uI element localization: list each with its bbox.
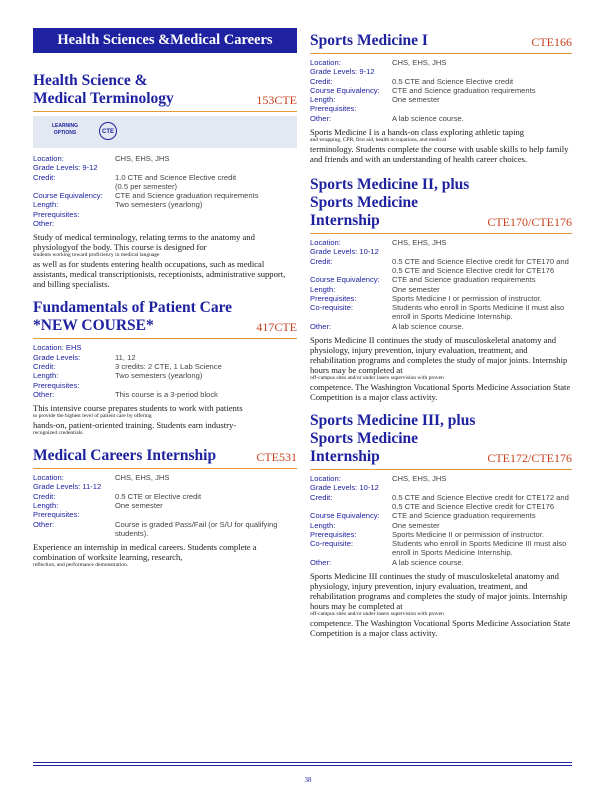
info-key: Length:: [33, 200, 59, 210]
info-row: [33, 219, 297, 228]
footer-rule: [33, 762, 572, 763]
info-key: Prerequisites:: [310, 104, 357, 114]
info-key: Co-requisite:: [310, 539, 354, 549]
info-key: Other:: [33, 519, 55, 529]
info-key: [310, 548, 392, 557]
description-small-text: recognized credentials.: [33, 430, 84, 437]
info-value: 11, 12: [115, 352, 136, 362]
description-small-text: to provide the highest level of patient care by offering: [33, 413, 152, 420]
info-value: One semester: [115, 501, 163, 511]
course-sports-medicine-1: [310, 32, 572, 164]
info-key: [310, 502, 392, 511]
info-key: Other:: [310, 321, 332, 331]
info-row: [310, 521, 572, 530]
info-row: [310, 294, 572, 303]
description-text: competence. The Washington Vocational Sports Medicine Association State Competition is a major class activity.: [310, 382, 571, 403]
info-value: enroll in Sports Medicine Internship.: [392, 548, 513, 558]
description-small-text: students working toward proficiency in medical language: [33, 252, 160, 259]
info-row: [33, 390, 297, 399]
description-text: Study of medical terminology, relating terms to the anatomy and physiologyof the body. This course is designed for: [33, 232, 255, 253]
info-key: Location: EHS: [33, 343, 82, 353]
info-row: [33, 200, 297, 209]
info-value: Two semesters (yearlong): [115, 200, 203, 210]
info-row: [310, 558, 572, 567]
info-key: Credit:: [33, 361, 56, 371]
info-key: Prerequisites:: [310, 293, 357, 303]
info-row: [310, 77, 572, 86]
info-row: [310, 474, 572, 483]
info-key: [33, 529, 115, 538]
info-key: Grade Levels: 9-12: [33, 163, 98, 173]
info-value: enroll in Sports Medicine Internship.: [392, 312, 513, 322]
info-key: Co-requisite:: [310, 303, 354, 313]
info-row: [310, 275, 572, 284]
info-key: Other:: [310, 113, 332, 123]
course-info: [33, 473, 297, 538]
info-row: [33, 510, 297, 519]
info-row: [310, 95, 572, 104]
info-row: [33, 473, 297, 482]
description-small-text: and wrapping, CPR, first aid, health occupations, and medical: [310, 137, 447, 144]
info-key: Length:: [310, 95, 336, 105]
info-value: CHS, EHS, JHS: [392, 474, 447, 484]
title-divider: [310, 469, 572, 470]
title-divider: [310, 233, 572, 234]
info-key: Course Equivalency:: [33, 191, 103, 201]
info-key: Prerequisites:: [33, 510, 80, 520]
info-value: 0.5 CTE and Science Elective credit for CTE170 and: [392, 256, 569, 266]
info-key: Length:: [33, 371, 59, 381]
info-value: Sports Medicine I or permission of instructor.: [392, 293, 542, 303]
course-info: [310, 474, 572, 567]
info-key: Location:: [310, 238, 341, 248]
info-key: Prerequisites:: [33, 380, 80, 390]
cte-logo-icon: CTE: [99, 122, 117, 140]
info-key: Grade Levels: 10-12: [310, 247, 379, 257]
course-title-line1: Sports Medicine III, plus: [310, 412, 476, 430]
info-row: [310, 502, 572, 511]
course-fundamentals-patient-care: [33, 299, 297, 437]
course-info: [33, 154, 297, 228]
info-row: [33, 371, 297, 380]
left-column: [33, 28, 297, 569]
info-row: [310, 322, 572, 331]
info-value: Course is graded Pass/Fail (or S/U for qualifying: [115, 519, 278, 529]
info-row: [310, 312, 572, 321]
course-description: [310, 335, 572, 402]
course-title-line1: Sports Medicine II, plus: [310, 176, 470, 194]
info-value: Two semesters (yearlong): [115, 371, 203, 381]
info-key: Credit:: [310, 76, 333, 86]
title-divider: [33, 111, 297, 112]
info-value: 1.0 CTE and Science Elective credit: [115, 172, 237, 182]
info-value: 0.5 CTE and Science Elective credit for CTE176: [392, 501, 555, 511]
description-text: Sports Medicine III continues the study of musculoskeletal anatomy and physiology, injury prevention, injury evaluation, treatment, and rehabilitation programs and completes the study of major joints. Internship hours may be completed at: [310, 571, 568, 612]
info-value: 0.5 CTE and Science Elective credit: [392, 76, 514, 86]
info-value: 3 credits: 2 CTE, 1 Lab Science: [115, 361, 222, 371]
course-title-line1: Health Science &: [33, 72, 148, 89]
learning-options-box: [33, 116, 297, 148]
footer-rule: [33, 765, 572, 766]
info-key: [310, 266, 392, 275]
info-value: CTE and Science graduation requirements: [392, 85, 536, 95]
info-key: Prerequisites:: [310, 529, 357, 539]
info-row: [310, 548, 572, 557]
info-value: One semester: [392, 284, 440, 294]
info-value: Sports Medicine II or permission of instructor.: [392, 529, 544, 539]
course-title-line1: Sports Medicine I: [310, 32, 428, 49]
info-value: 0.5 CTE and Science Elective credit for CTE176: [392, 265, 555, 275]
info-row: [33, 173, 297, 182]
description-text: Sports Medicine I is a hands-on class exploring athletic taping: [310, 127, 525, 138]
info-row: [310, 539, 572, 548]
info-key: Location:: [310, 474, 341, 484]
description-small-text: reflection, and performance demonstration.: [33, 562, 129, 569]
right-column: [310, 28, 572, 638]
info-row: [310, 266, 572, 275]
course-description: [310, 127, 572, 164]
info-value: CHS, EHS, JHS: [392, 238, 447, 248]
info-key: Grade Levels: 9-12: [310, 67, 375, 77]
info-key: Length:: [310, 520, 336, 530]
course-code: 417CTE: [256, 320, 297, 335]
page-number: 38: [304, 776, 312, 784]
info-key: Course Equivalency:: [310, 275, 380, 285]
info-row: [310, 493, 572, 502]
info-row: [310, 238, 572, 247]
info-key: Other:: [33, 219, 55, 229]
info-row: [310, 247, 572, 256]
info-value: A lab science course.: [392, 557, 464, 567]
course-health-science-medical-terminology: [33, 72, 297, 289]
course-title-line2: Sports Medicine Internship: [310, 194, 419, 230]
info-value: CTE and Science graduation requirements: [392, 511, 536, 521]
info-row: [310, 58, 572, 67]
course-medical-careers-internship: [33, 447, 297, 569]
info-value: One semester: [392, 520, 440, 530]
description-small-text: off-campus sites and/or under lasers supervision with proven: [310, 375, 444, 382]
info-key: Other:: [310, 557, 332, 567]
info-value: students).: [115, 528, 149, 538]
course-title-line2: Sports Medicine Internship: [310, 430, 419, 466]
course-info: [310, 58, 572, 123]
info-key: Course Equivalency:: [310, 511, 380, 521]
info-key: Location:: [310, 58, 341, 67]
info-value: CTE and Science graduation requirements: [392, 275, 536, 285]
course-description: [33, 403, 297, 437]
info-row: [33, 210, 297, 219]
title-divider: [310, 53, 572, 54]
info-key: Credit:: [310, 492, 333, 502]
info-value: Students who enroll in Sports Medicine II must also: [392, 303, 565, 313]
info-key: Other:: [33, 389, 55, 399]
section-banner: Health Sciences &Medical Careers: [33, 28, 297, 53]
description-text: Experience an internship in medical careers. Students complete a combination of worksite learning, research,: [33, 542, 257, 563]
course-code: 153CTE: [256, 93, 297, 107]
description-text: competence. The Washington Vocational Sports Medicine Association State Competition is a major class activity.: [310, 618, 571, 639]
course-sports-medicine-2: [310, 176, 572, 402]
info-value: CHS, EHS, JHS: [115, 154, 170, 163]
info-row: [310, 104, 572, 113]
info-value: A lab science course.: [392, 113, 464, 123]
course-title-line1: Medical Careers Internship: [33, 447, 217, 465]
info-row: [33, 182, 297, 191]
info-value: CTE and Science graduation requirements: [115, 191, 259, 201]
info-key: Credit:: [33, 491, 56, 501]
course-description: [310, 571, 572, 638]
course-info: [33, 343, 297, 399]
info-row: [310, 257, 572, 266]
info-row: [310, 114, 572, 123]
info-key: Location:: [33, 154, 64, 163]
info-key: Grade Levels: 11-12: [33, 482, 102, 492]
info-row: [33, 163, 297, 172]
info-row: [33, 482, 297, 491]
info-value: One semester: [392, 95, 440, 105]
info-row: [33, 529, 297, 538]
info-row: [310, 86, 572, 95]
info-key: Credit:: [310, 256, 333, 266]
info-row: [33, 154, 297, 163]
course-code: CTE166: [531, 35, 572, 49]
info-key: [310, 312, 392, 321]
info-row: [33, 343, 297, 352]
info-row: [310, 511, 572, 520]
course-info: [310, 238, 572, 331]
course-code: CTE170/CTE176: [487, 215, 572, 230]
title-divider: [33, 338, 297, 339]
course-sports-medicine-3: [310, 412, 572, 638]
info-value: 0.5 CTE and Science Elective credit for CTE172 and: [392, 492, 569, 502]
course-title-line2: Medical Terminology: [33, 90, 174, 107]
info-row: [310, 285, 572, 294]
info-row: [33, 362, 297, 371]
info-key: Prerequisites:: [33, 209, 80, 219]
info-value: This course is a 3-period block: [115, 389, 218, 399]
info-value: CHS, EHS, JHS: [392, 58, 447, 67]
info-key: Course Equivalency:: [310, 85, 380, 95]
info-row: [310, 483, 572, 492]
info-key: Length:: [33, 501, 59, 511]
description-text: terminology. Students complete the course with usable skills to help family and friends and with an understanding of health career choices.: [310, 144, 569, 165]
info-value: (0.5 per semester): [115, 181, 178, 191]
course-code: CTE531: [256, 450, 297, 465]
info-value: A lab science course.: [392, 321, 464, 331]
description-text: as well as for students entering health occupations, such as medical assistants, medical transcriptionists, receptionists, administrative support, and billing specialists.: [33, 259, 286, 290]
info-row: [33, 520, 297, 529]
learning-options-label: LEARNING OPTIONS: [51, 123, 79, 136]
info-key: Credit:: [33, 172, 56, 182]
info-row: [33, 353, 297, 362]
course-description: [33, 232, 297, 289]
info-row: [33, 191, 297, 200]
info-value: Students who enroll in Sports Medicine III must also: [392, 539, 567, 549]
course-description: [33, 542, 297, 569]
info-value: CHS, EHS, JHS: [115, 473, 170, 483]
course-title-line2: *NEW COURSE*: [33, 317, 154, 335]
info-row: [310, 67, 572, 76]
description-text: hands-on, patient-oriented training. Students earn industry-: [33, 420, 237, 431]
info-row: [33, 381, 297, 390]
title-divider: [33, 468, 297, 469]
info-key: [33, 182, 115, 191]
description-text: Sports Medicine II continues the study of musculoskeletal anatomy and physiology, injury prevention, injury evaluation, treatment, and rehabilitation programs and completes the study of major joints. Internship hours may be completed at: [310, 335, 568, 376]
info-key: Length:: [310, 284, 336, 294]
course-code: CTE172/CTE176: [487, 451, 572, 466]
info-key: Grade Levels: 10-12: [310, 483, 379, 493]
info-row: [33, 501, 297, 510]
description-small-text: off-campus sites and/or under lasers supervision with proven: [310, 611, 444, 618]
info-row: [33, 492, 297, 501]
course-title-line1: Fundamentals of Patient Care: [33, 299, 233, 317]
info-row: [310, 530, 572, 539]
info-key: Location:: [33, 473, 64, 483]
info-value: 0.5 CTE or Elective credit: [115, 491, 202, 501]
info-row: [310, 303, 572, 312]
description-text: This intensive course prepares students to work with patients: [33, 403, 243, 414]
info-key: Grade Levels:: [33, 352, 81, 362]
